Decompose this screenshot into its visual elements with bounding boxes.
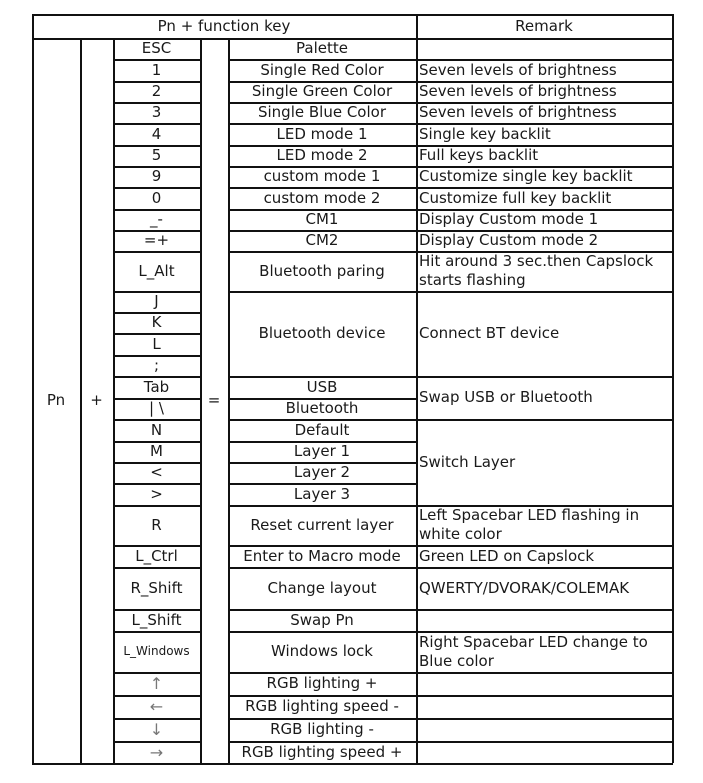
remark-cell: Seven levels of brightness [419,103,617,121]
remark-cell: Hit around 3 sec.then Capslock starts flashing [419,252,654,289]
remark-cell: Seven levels of brightness [419,60,617,79]
function-cell: custom mode 2 [263,188,381,207]
row-border [228,376,416,378]
plus-label: + [90,391,103,409]
key-cell: ; [153,356,160,374]
key-cell: L [152,334,161,353]
key-cell: _- [150,210,163,228]
row-border [228,672,416,674]
function-cell: Palette [296,39,348,57]
function-cell: Layer 1 [293,442,351,460]
remark-cell: Seven levels of brightness [419,82,617,100]
key-cell: J [154,292,159,310]
key-cell: ESC [141,39,172,57]
key-cell: 1 [151,60,162,79]
remark-cell: Green LED on Capslock [419,546,595,565]
row-border [228,251,416,253]
key-cell: | \ [149,399,164,417]
table-bottom-border [32,763,673,765]
row-border [228,398,416,400]
key-cell: =+ [143,231,170,249]
key-cell: 5 [151,146,162,164]
remark-cell: Connect BT device [419,324,560,342]
row-border [228,230,416,232]
row-border [228,166,416,168]
function-cell: Single Green Color [251,82,393,100]
row-border [228,505,416,507]
function-cell: CM1 [305,210,339,228]
key-cell: L_Alt [138,261,175,280]
function-cell: Change layout [267,578,377,597]
row-border [228,123,416,125]
key-cell: ← [149,697,164,716]
row-border [228,291,416,293]
row-border [228,59,416,61]
function-cell: LED mode 1 [276,124,368,143]
remark-cell: Left Spacebar LED flashing in white color [419,506,640,543]
function-cell: RGB lighting + [266,674,378,692]
remark-cell: Customize single key backlit [419,167,633,185]
key-cell: R [151,515,162,534]
row-border [228,187,416,189]
function-cell: Default [294,420,350,439]
row-border [228,609,416,611]
function-cell: Reset current layer [250,515,394,534]
function-cell: CM2 [305,231,339,249]
key-cell: < [150,463,163,481]
row-border [228,102,416,104]
function-cell-bluetooth-device: Bluetooth device [258,324,386,342]
function-cell: Bluetooth [285,399,359,417]
key-cell: L_Ctrl [135,546,178,565]
table-right-border [672,14,674,763]
remark-cell: Swap USB or Bluetooth [419,388,593,406]
key-cell: R_Shift [130,578,183,597]
key-cell: K [151,313,162,331]
function-cell: Enter to Macro mode [243,546,401,565]
function-cell: Swap Pn [290,610,354,629]
key-cell: N [150,420,163,439]
function-cell: Layer 2 [293,463,351,481]
remark-cell [417,38,672,59]
remark-cell [417,718,672,741]
remark-cell: Switch Layer [419,452,516,471]
header-pn-function-key: Pn + function key [157,16,291,35]
key-cell: 3 [151,103,162,121]
remark-cell [417,672,672,695]
row-border [228,567,416,569]
key-cell: 2 [151,82,162,100]
remark-cell [417,609,672,631]
row-border [228,462,416,464]
row-border [228,545,416,547]
remark-cell: Full keys backlit [419,146,539,164]
key-cell: L_Windows [123,644,190,658]
row-border [228,81,416,83]
equals-label: = [207,391,221,409]
row-border [228,741,416,743]
function-cell: Bluetooth paring [259,261,385,280]
key-cell: L_Shift [131,610,182,629]
function-cell: Layer 3 [293,484,351,503]
row-border [228,695,416,697]
key-cell: 4 [151,124,162,143]
remark-cell: Display Custom mode 1 [419,210,599,228]
function-cell: Single Red Color [260,60,384,79]
function-cell: USB [306,377,338,396]
key-cell: ↓ [149,720,164,739]
key-cell: → [149,742,164,762]
row-border [228,441,416,443]
key-cell: 9 [151,167,162,185]
remark-cell: Customize full key backlit [419,188,612,207]
row-border [228,419,416,421]
remark-cell [417,741,672,763]
remark-cell: Right Spacebar LED change to Blue color [419,632,648,670]
row-border [228,718,416,720]
key-cell: M [150,442,163,460]
function-cell: LED mode 2 [276,146,368,164]
key-cell: 0 [151,188,162,207]
key-cell: ↑ [149,674,164,693]
function-cell: custom mode 1 [263,167,381,185]
function-cell: RGB lighting speed + [241,742,403,761]
pn-label: Pn [46,391,66,409]
remark-cell: Single key backlit [419,124,551,143]
function-cell: RGB lighting - [270,720,374,738]
function-cell: Single Blue Color [257,103,386,121]
function-cell: Windows lock [270,642,373,660]
remark-cell: Display Custom mode 2 [419,231,599,249]
header-remark: Remark [515,16,573,35]
key-cell: Tab [143,377,170,396]
remark-cell [417,695,672,718]
row-border [228,631,416,633]
row-border [228,209,416,211]
key-cell: > [150,484,163,503]
row-border [228,483,416,485]
remark-cell: QWERTY/DVORAK/COLEMAK [419,578,630,597]
row-border [228,145,416,147]
function-cell: RGB lighting speed - [245,697,399,715]
